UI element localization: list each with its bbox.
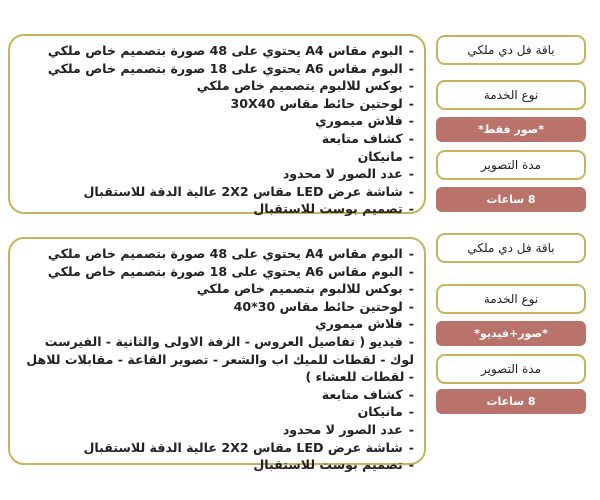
- feature-item: -البوم مقاس A4 يحتوي على 48 صورة بتصميم خاص ملكي: [47, 246, 414, 261]
- features-list: [24, 245, 414, 474]
- feature-item: -فلاش ميموري: [315, 316, 414, 332]
- package-card-photos-only: [0, 30, 600, 220]
- service-type-value: *صور فقط*: [436, 117, 586, 142]
- feature-item: -فيديو ( تفاصيل العروس - الزفة الاولى والثانية - الفيرست لوك - لقطات للميك اب والشعر - تصوير القاعة - مقابلات للاهل - لقطات للعشاء ): [26, 333, 414, 385]
- features-list: [24, 42, 414, 218]
- feature-item: -مانيكان: [357, 404, 414, 420]
- features-box: [8, 34, 426, 217]
- package-name-label: باقة فل دي ملكي: [436, 233, 586, 263]
- feature-item: -شاشة عرض LED مقاس 2X2 عالية الدقة للاستقبال: [83, 439, 414, 455]
- duration-value: 8 ساعات: [436, 389, 586, 414]
- feature-item: -شاشة عرض LED مقاس 2X2 عالية الدقة للاستقبال: [83, 183, 414, 199]
- package-card-photos-video: [0, 233, 600, 473]
- feature-item: -لوحتين حائط مقاس 30*40: [233, 298, 414, 314]
- feature-item: -عدد الصور لا محدود: [282, 166, 414, 182]
- feature-item: -البوم مقاس A6 يحتوي على 18 صورة بتصميم خاص ملكي: [47, 60, 414, 76]
- feature-item: -لوحتين حائط مقاس 30X40: [230, 95, 414, 111]
- service-type-label: نوع الخدمة: [436, 284, 586, 314]
- package-name-label: باقة فل دي ملكي: [436, 35, 586, 65]
- service-type-label: نوع الخدمة: [436, 80, 586, 110]
- feature-item: -مانيكان: [357, 148, 414, 164]
- duration-label: مدة التصوير: [436, 150, 586, 180]
- feature-item: -البوم مقاس A6 يحتوي على 18 صورة بتصميم خاص ملكي: [47, 263, 414, 279]
- feature-item: -كشاف متابعة: [321, 130, 414, 146]
- feature-item: -كشاف متابعة: [321, 386, 414, 402]
- feature-item: -عدد الصور لا محدود: [282, 421, 414, 437]
- features-box: [8, 237, 426, 473]
- feature-item: -تصميم بوست للاستقبال: [253, 201, 414, 217]
- feature-item: -بوكس للالبوم بتصميم خاص ملكي: [196, 78, 414, 94]
- feature-item: -فلاش ميموري: [315, 113, 414, 129]
- duration-label: مدة التصوير: [436, 354, 586, 384]
- duration-value: 8 ساعات: [436, 187, 586, 212]
- service-type-value: *صور+فيديو*: [436, 321, 586, 346]
- feature-item: -البوم مقاس A4 يحتوي على 48 صورة بتصميم خاص ملكي: [47, 43, 414, 58]
- feature-item: -تصميم بوست للاستقبال: [253, 457, 414, 473]
- feature-item: -بوكس للالبوم بتصميم خاص ملكي: [196, 281, 414, 297]
